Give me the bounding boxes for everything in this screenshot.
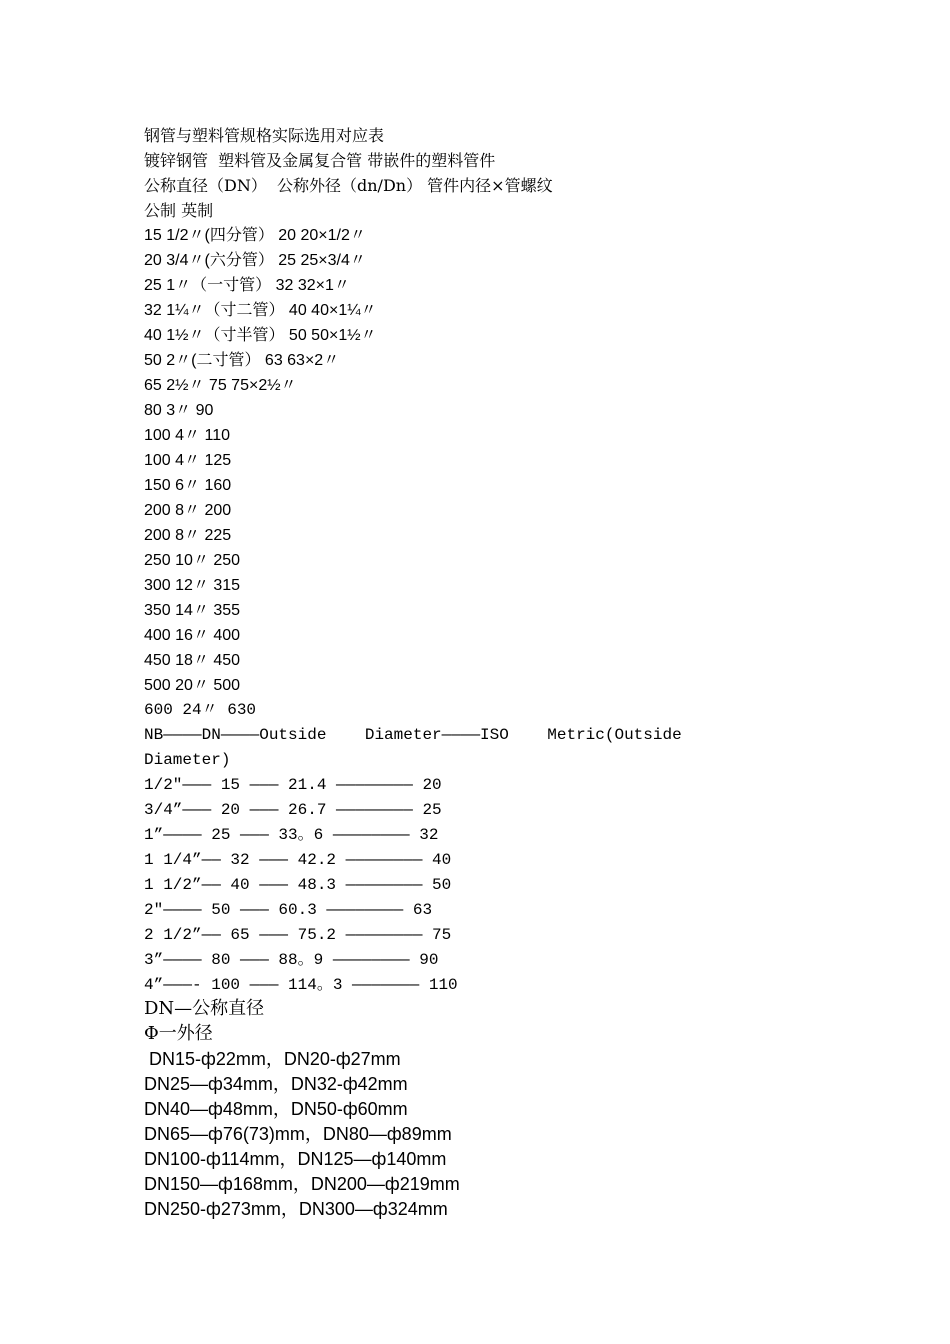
- table2-row: 1”———— 25 ——— 33。6 ———————— 32: [144, 826, 439, 844]
- dn-size-row: DN250-ф273mm，DN300—ф324mm: [144, 1199, 448, 1219]
- table1-last-row: 600 24〃 630: [144, 701, 257, 719]
- table1-header: 公称直径（DN） 公称外径（dn/Dn） 管件内径×管螺纹: [144, 176, 553, 195]
- dn-size-row: DN25—ф34mm，DN32-ф42mm: [144, 1074, 408, 1094]
- dn-size-row: DN100-ф114mm，DN125—ф140mm: [144, 1149, 447, 1169]
- document-title: 钢管与塑料管规格实际选用对应表: [144, 126, 385, 145]
- table1-row: 40 1½〃（寸半管） 50 50×1½〃: [144, 327, 377, 344]
- table1-subheader: 公制 英制: [144, 201, 214, 220]
- table1-row: 100 4〃 125: [144, 452, 232, 469]
- table1-row: 50 2〃(二寸管） 63 63×2〃: [144, 352, 340, 369]
- table2-row: 4”———- 100 ——— 114。3 ——————— 110: [144, 976, 458, 994]
- table1-row: 20 3/4〃(六分管） 25 25×3/4〃: [144, 252, 366, 269]
- table1-row: 25 1〃（一寸管） 32 32×1〃: [144, 277, 350, 294]
- table2-row: 2 1/2”—— 65 ——— 75.2 ———————— 75: [144, 926, 452, 944]
- legend-dn: DN—公称直径: [144, 998, 265, 1019]
- table1-row: 150 6〃 160: [144, 477, 232, 494]
- legend-phi: Φ一外径: [144, 1023, 213, 1044]
- table1-row: 400 16〃 400: [144, 627, 241, 644]
- table1-row: 300 12〃 315: [144, 577, 241, 594]
- dn-size-row: DN65—ф76(73)mm，DN80—ф89mm: [144, 1124, 452, 1144]
- table2-header-continued: Diameter): [144, 751, 231, 769]
- table2-row: 1 1/2”—— 40 ——— 48.3 ———————— 50: [144, 876, 452, 894]
- table2-row: 1/2″——— 15 ——— 21.4 ———————— 20: [144, 776, 442, 794]
- table1-row: 32 1¼〃（寸二管） 40 40×1¼〃: [144, 302, 377, 319]
- table2-row: 3”———— 80 ——— 88。9 ———————— 90: [144, 951, 439, 969]
- table2-row: 1 1/4”—— 32 ——— 42.2 ———————— 40: [144, 851, 452, 869]
- table1-row: 200 8〃 200: [144, 502, 232, 519]
- table1-row: 450 18〃 450: [144, 652, 241, 669]
- table1-row: 100 4〃 110: [144, 427, 230, 444]
- dn-size-row: DN40—ф48mm，DN50-ф60mm: [144, 1099, 408, 1119]
- table1-row: 15 1/2〃(四分管） 20 20×1/2〃: [144, 227, 366, 244]
- dn-size-row: DN150—ф168mm，DN200—ф219mm: [144, 1174, 460, 1194]
- table1-row: 350 14〃 355: [144, 602, 241, 619]
- table2-row: 3/4”——— 20 ——— 26.7 ———————— 25: [144, 801, 442, 819]
- table2-row: 2″———— 50 ——— 60.3 ———————— 63: [144, 901, 433, 919]
- table2-header: NB————DN————Outside Diameter————ISO Metric(Outside: [144, 726, 682, 744]
- table1-row: 500 20〃 500: [144, 677, 241, 694]
- table1-row: 200 8〃 225: [144, 527, 232, 544]
- table1-row: 80 3〃 90: [144, 402, 214, 419]
- dn-size-row: DN15-ф22mm，DN20-ф27mm: [144, 1049, 401, 1069]
- table1-row: 65 2½〃 75 75×2½〃: [144, 377, 297, 394]
- document-subtitle: 镀锌钢管 塑料管及金属复合管 带嵌件的塑料管件: [144, 151, 496, 170]
- table1-row: 250 10〃 250: [144, 552, 241, 569]
